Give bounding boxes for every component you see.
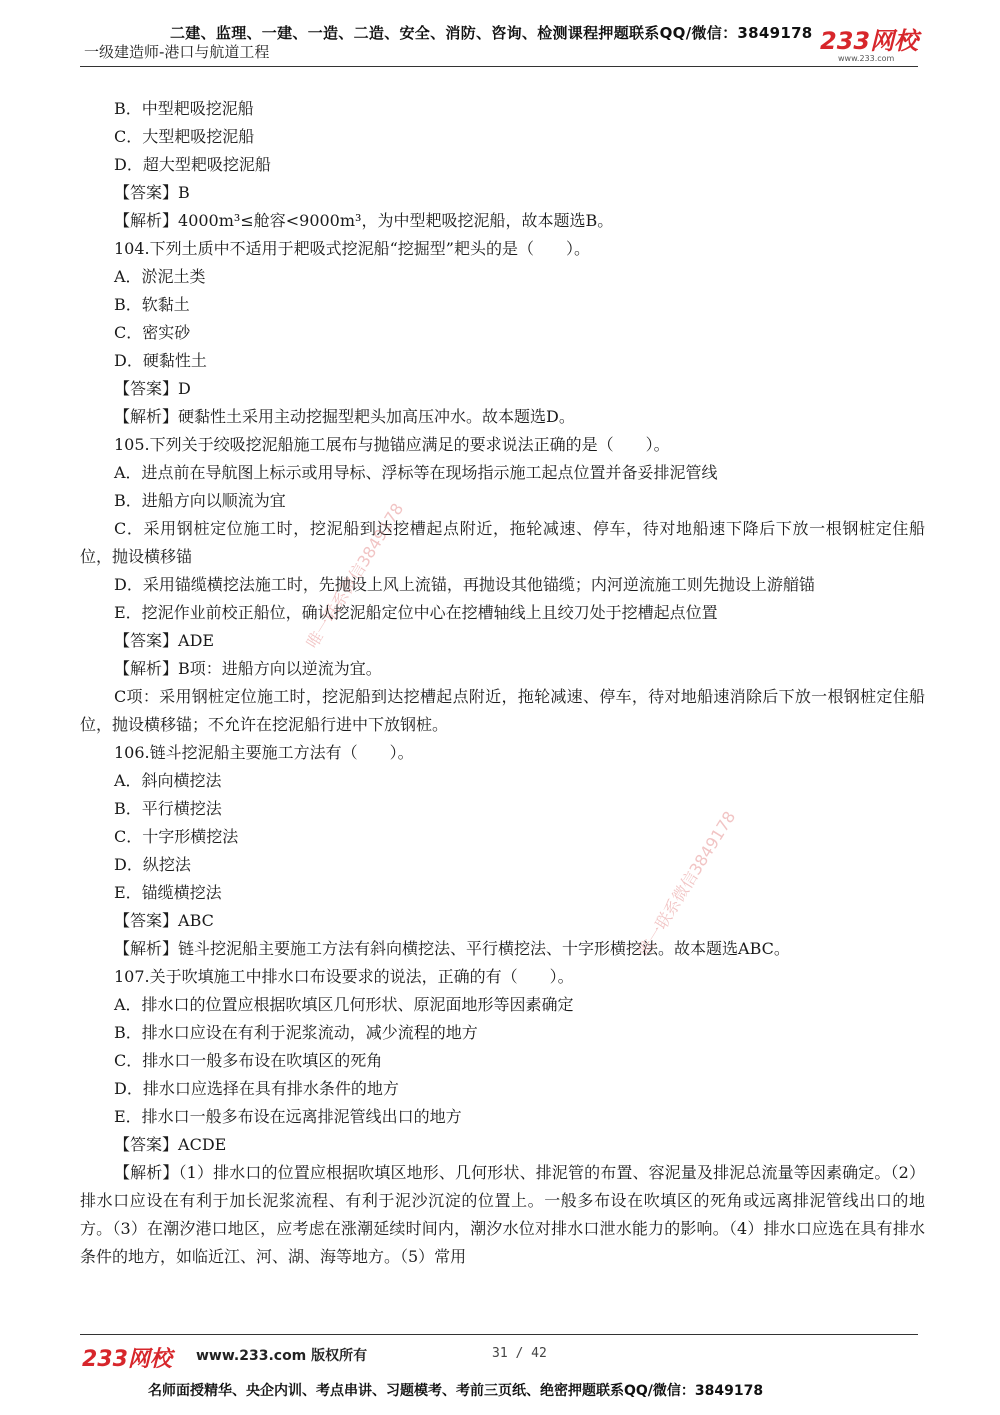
answer-label: 【答案】 xyxy=(114,631,179,650)
answer-line xyxy=(80,627,925,655)
footer-copyright: www.233.com 版权所有 xyxy=(196,1348,368,1364)
answer-line xyxy=(80,179,925,207)
analysis-paragraph: C项：采用钢桩定位施工时，挖泥船到达挖槽起点附近，拖轮减速、停车，待对地船速消除后下放一根钢桩定住船位，抛设横移锚；不允许在挖泥船行进中下放钢桩。 xyxy=(80,687,925,734)
header-contact-banner: 二建、监理、一建、一造、二造、安全、消防、咨询、检测课程押题联系QQ/微信：3849178 xyxy=(170,24,813,42)
option-line: D．采用锚缆横挖法施工时，先抛设上风上流锚，再抛设其他锚缆；内河逆流施工则先抛设上游艏锚 xyxy=(114,575,815,594)
analysis-label: 【解析】 xyxy=(114,1163,179,1182)
analysis-label: 【解析】 xyxy=(114,211,179,230)
answer-value: B xyxy=(178,183,190,202)
header-divider xyxy=(80,66,918,67)
option-line: E．排水口一般多布设在远离排泥管线出口的地方 xyxy=(114,1107,462,1126)
answer-label: 【答案】 xyxy=(114,911,179,930)
option-line: C．十字形横挖法 xyxy=(114,827,239,846)
document-subtitle: 一级建造师-港口与航道工程 xyxy=(84,43,270,61)
option-line: D．排水口应选择在具有排水条件的地方 xyxy=(114,1079,399,1098)
analysis-text: 4000m³≤舱容<9000m³，为中型耙吸挖泥船，故本题选B。 xyxy=(178,211,614,230)
option-line: D．硬黏性土 xyxy=(114,351,207,370)
answer-label: 【答案】 xyxy=(114,183,179,202)
question-105: 105.下列关于绞吸挖泥船施工展布与抛锚应满足的要求说法正确的是（ ）。 xyxy=(114,435,670,454)
page-number: 31 / 42 xyxy=(492,1346,547,1361)
option-paragraph: C．采用钢桩定位施工时，挖泥船到达挖槽起点附近，拖轮减速、停车，待对地船速下降后下放一根钢桩定住船位，抛设横移锚 xyxy=(80,519,925,566)
option-line: C．排水口一般多布设在吹填区的死角 xyxy=(114,1051,383,1070)
option-line: E．锚缆横挖法 xyxy=(114,883,222,902)
answer-line xyxy=(80,375,925,403)
question-107: 107.关于吹填施工中排水口布设要求的说法，正确的有（ ）。 xyxy=(114,967,574,986)
answer-value: ACDE xyxy=(178,1135,227,1154)
footer-divider xyxy=(80,1334,918,1335)
header-logo-text: 233网校 xyxy=(820,27,919,55)
analysis-line xyxy=(80,935,925,963)
analysis-paragraph xyxy=(80,1159,925,1271)
page-body xyxy=(80,95,925,1271)
watermark: 唯一联系微信3849178 xyxy=(634,807,740,960)
option-line: B．平行横挖法 xyxy=(114,799,222,818)
analysis-label: 【解析】 xyxy=(114,939,179,958)
option-line: C．密实砂 xyxy=(114,323,191,342)
answer-value: ABC xyxy=(178,911,214,930)
analysis-text: 链斗挖泥船主要施工方法有斜向横挖法、平行横挖法、十字形横挖法。故本题选ABC。 xyxy=(178,939,790,958)
answer-label: 【答案】 xyxy=(114,379,179,398)
answer-line xyxy=(80,907,925,935)
analysis-text: B项：进船方向以逆流为宜。 xyxy=(178,659,382,678)
header-logo xyxy=(820,28,930,68)
analysis-line xyxy=(80,655,925,683)
answer-label: 【答案】 xyxy=(114,1135,179,1154)
question-106: 106.链斗挖泥船主要施工方法有（ ）。 xyxy=(114,743,414,762)
option-line: B．进船方向以顺流为宜 xyxy=(114,491,286,510)
option-line: D．纵挖法 xyxy=(114,855,191,874)
option-line: E．挖泥作业前校正船位，确认挖泥船定位中心在挖槽轴线上且绞刀处于挖槽起点位置 xyxy=(114,603,718,622)
analysis-line xyxy=(80,403,925,431)
question-104: 104.下列土质中不适用于耙吸式挖泥船“挖掘型”耙头的是（ ）。 xyxy=(114,239,590,258)
option-line: B．中型耙吸挖泥船 xyxy=(114,99,254,118)
answer-value: D xyxy=(178,379,191,398)
analysis-text: （1）排水口的位置应根据吹填区地形、几何形状、排泥管的布置、容泥量及排泥总流量等因素确定。（2）排水口应设在有利于加长泥浆流程、有利于泥沙沉淀的位置上。一般多布设在吹填区的死角或远离排泥管线出口的地方。（3）在潮汐港口地区，应考虑在涨潮延续时间内，潮汐水位对排水口泄水能力的影响。（4）排水口应选在具有排水条件的地方，如临近江、河、湖、海等地方。（5）常用 xyxy=(80,1163,925,1266)
option-line: A．斜向横挖法 xyxy=(114,771,222,790)
option-line: C．大型耙吸挖泥船 xyxy=(114,127,255,146)
footer-contact-banner: 名师面授精华、央企内训、考点串讲、习题模考、考前三页纸、绝密押题联系QQ/微信：3849178 xyxy=(148,1383,764,1399)
analysis-line xyxy=(80,207,925,235)
analysis-label: 【解析】 xyxy=(114,659,179,678)
answer-value: ADE xyxy=(178,631,215,650)
header-logo-url: www.233.com xyxy=(838,54,895,63)
footer-logo: 233网校 xyxy=(82,1347,172,1372)
option-line: A．淤泥土类 xyxy=(114,267,206,286)
analysis-label: 【解析】 xyxy=(114,407,179,426)
watermark: 唯一联系微信3849178 xyxy=(302,499,408,652)
option-line: A．排水口的位置应根据吹填区几何形状、原泥面地形等因素确定 xyxy=(114,995,574,1014)
answer-line xyxy=(80,1131,925,1159)
analysis-text: 硬黏性土采用主动挖掘型耙头加高压冲水。故本题选D。 xyxy=(178,407,575,426)
option-line: B．排水口应设在有利于泥浆流动，减少流程的地方 xyxy=(114,1023,478,1042)
option-line: D．超大型耙吸挖泥船 xyxy=(114,155,271,174)
option-line: A．进点前在导航图上标示或用导标、浮标等在现场指示施工起点位置并备妥排泥管线 xyxy=(114,463,718,482)
option-line: B．软黏土 xyxy=(114,295,190,314)
